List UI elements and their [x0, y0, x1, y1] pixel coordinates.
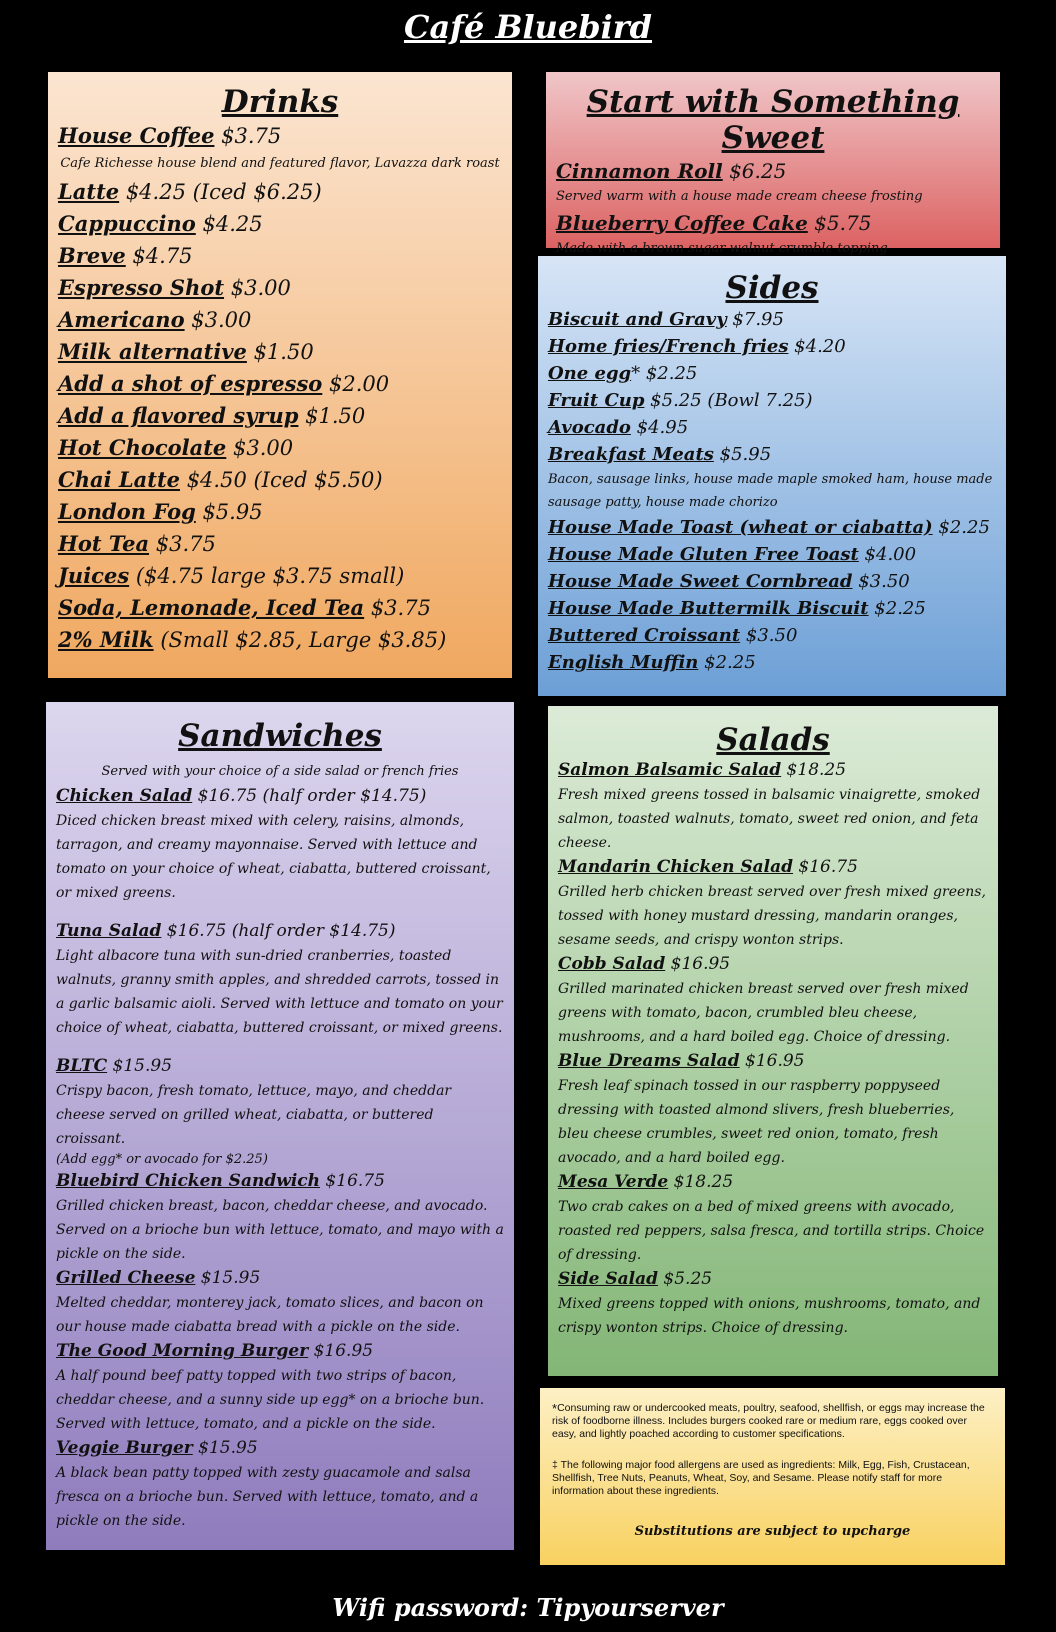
item-price: $3.75	[214, 124, 282, 148]
salads-panel	[548, 706, 998, 1376]
sides-heading: Sides	[725, 270, 819, 306]
item-price: $15.95	[192, 1438, 258, 1458]
warning-text: Consuming raw or undercooked meats, poultry, seafood, shellfish, or eggs may increase the risk of foodborne illness. Includes burgers cooked rare or medium rare, eggs cooked over easy, and lightly poached according to customer specifications.	[552, 1402, 985, 1440]
menu-title: Café Bluebird	[403, 8, 653, 46]
item-name: The Good Morning Burger	[56, 1341, 309, 1361]
menu-item	[58, 624, 502, 656]
menu-item	[548, 306, 996, 333]
item-name: Milk alternative	[58, 339, 247, 364]
item-name: Blue Dreams Salad	[558, 1051, 740, 1071]
item-name: Cobb Salad	[558, 954, 666, 974]
item-description: Bacon, sausage links, house made maple smoked ham, house made sausage patty, house made chorizo	[548, 472, 993, 510]
item-name: House Coffee	[58, 123, 215, 148]
item-name: English Muffin	[548, 652, 699, 673]
item-price: $3.00	[184, 308, 252, 332]
warning-mark: *	[552, 1401, 558, 1416]
menu-item	[558, 952, 988, 977]
item-name: Add a flavored syrup	[58, 403, 299, 428]
item-name: Breve	[58, 243, 126, 268]
menu-item	[548, 649, 996, 676]
item-name: Avocado	[548, 417, 631, 438]
item-name: Grilled Cheese	[56, 1268, 196, 1288]
wifi-password: Wifi password: Tipyourserver	[332, 1593, 724, 1622]
item-note: (Add egg* or avocado for $2.25)	[56, 1152, 268, 1167]
item-price: $5.95	[713, 444, 772, 465]
item-name: Latte	[58, 179, 120, 204]
menu-item	[556, 156, 990, 186]
item-name: Buttered Croissant	[548, 625, 741, 646]
item-description: Grilled chicken breast, bacon, cheddar cheese, and avocado. Served on a brioche bun with lettuce, tomato, and mayo with a pickle on the side.	[56, 1198, 504, 1262]
item-price: ($4.75 large $3.75 small)	[129, 564, 405, 588]
menu-item	[548, 514, 996, 541]
menu-item	[548, 622, 996, 649]
menu-item	[58, 528, 502, 560]
menu-item	[58, 464, 502, 496]
item-description: Fresh mixed greens tossed in balsamic vinaigrette, smoked salmon, toasted walnuts, tomato, sweet red onion, and feta cheese.	[558, 787, 981, 851]
item-description: Fresh leaf spinach tossed in our raspberry poppyseed dressing with toasted almond slivers, fresh blueberries, bleu cheese crumbles, sweet red onion, tomato, fresh avocado, and a hard boiled egg.	[558, 1078, 955, 1166]
menu-item	[56, 1054, 504, 1079]
sandwiches-panel	[46, 702, 514, 1550]
item-price: (Small $2.85, Large $3.85)	[153, 628, 447, 652]
item-price: $2.00	[322, 372, 390, 396]
item-name: House Made Toast (wheat or ciabatta)	[548, 517, 933, 538]
item-price: $5.25	[658, 1269, 713, 1289]
item-description: Diced chicken breast mixed with celery, raisins, almonds, tarragon, and creamy mayonnaise. Served with lettuce and tomato on your choice of wheat, ciabatta, buttered croissant, or mixed greens.	[56, 813, 491, 901]
menu-item	[58, 176, 502, 208]
item-name: Juices	[58, 563, 130, 588]
item-name: Espresso Shot	[58, 275, 225, 300]
item-price: $3.00	[224, 276, 291, 300]
item-name: Salmon Balsamic Salad	[558, 760, 782, 780]
item-name: Side Salad	[558, 1269, 659, 1289]
item-price: $15.95	[195, 1268, 261, 1288]
item-price: $5.25 (Bowl 7.25)	[644, 390, 813, 411]
item-price: $4.25	[195, 212, 263, 236]
menu-item	[56, 1436, 504, 1461]
drinks-panel	[48, 72, 512, 678]
item-name: Veggie Burger	[56, 1438, 193, 1458]
menu-item	[58, 304, 502, 336]
item-description: Served warm with a house made cream cheese frosting	[556, 189, 923, 204]
item-name: House Made Sweet Cornbread	[548, 571, 853, 592]
menu-item	[548, 541, 996, 568]
menu-item	[56, 1169, 504, 1194]
item-description: Grilled herb chicken breast served over fresh mixed greens, tossed with honey mustard dressing, mandarin oranges, sesame seeds, and crispy wonton strips.	[558, 884, 986, 948]
item-name: Biscuit and Gravy	[548, 309, 727, 330]
menu-item	[56, 919, 504, 944]
item-name: Home fries/French fries	[548, 336, 789, 357]
item-name: Hot Tea	[58, 531, 150, 556]
menu-item	[548, 568, 996, 595]
item-price: $15.95	[107, 1056, 173, 1076]
item-price: $16.75	[793, 857, 858, 877]
item-description: Mixed greens topped with onions, mushrooms, tomato, and crispy wonton strips. Choice of dressing.	[558, 1296, 981, 1336]
item-price: * $2.25	[631, 363, 698, 384]
drinks-heading: Drinks	[221, 84, 339, 120]
item-price: $16.95	[665, 954, 731, 974]
item-description: Cafe Richesse house blend and featured flavor, Lavazza dark roast	[60, 156, 500, 171]
item-price: $18.25	[668, 1172, 734, 1192]
item-price: $18.25	[781, 760, 847, 780]
item-price: $3.75	[149, 532, 216, 556]
menu-item	[58, 496, 502, 528]
menu-item	[548, 387, 996, 414]
item-description: Grilled marinated chicken breast served over fresh mixed greens with tomato, bacon, crumbled bleu cheese, mushrooms, and a hard boiled egg. Choice of dressing.	[558, 981, 969, 1045]
menu-item	[58, 240, 502, 272]
menu-item	[558, 758, 988, 783]
item-name: Blueberry Coffee Cake	[556, 211, 808, 235]
item-name: Breakfast Meats	[548, 444, 714, 465]
item-price: $16.95	[739, 1051, 805, 1071]
item-name: Mesa Verde	[558, 1172, 669, 1192]
item-name: Chai Latte	[58, 467, 181, 492]
allergen-notice: ‡ The following major food allergens are used as ingredients: Milk, Egg, Fish, Crustacean, Shellfish, Tree Nuts, Peanuts, Wheat, Soy, and Sesame. Please notify staff for more information about these ingredients.	[552, 1459, 970, 1497]
item-name: Americano	[58, 307, 185, 332]
item-price: $5.95	[195, 500, 263, 524]
item-name: Fruit Cup	[548, 390, 645, 411]
menu-item	[548, 595, 996, 622]
menu-item	[558, 1049, 988, 1074]
menu-item	[556, 208, 990, 238]
menu-item	[58, 432, 502, 464]
item-price: $4.25 (Iced $6.25)	[119, 180, 322, 204]
menu-item	[548, 441, 996, 468]
item-price: $3.00	[226, 436, 294, 460]
item-price: $7.95	[726, 309, 784, 330]
foodborne-warning	[552, 1402, 993, 1441]
item-name: One egg	[548, 363, 632, 384]
item-description: Light albacore tuna with sun-dried cranberries, toasted walnuts, granny smith apples, and shredded carrots, tossed in a garlic balsamic aioli. Served with lettuce and tomato on your choice of wheat, ciabatta, buttered croissant, or mixed greens.	[56, 948, 503, 1036]
item-description: Crispy bacon, fresh tomato, lettuce, mayo, and cheddar cheese served on grilled wheat, ciabatta, or buttered croissant.	[56, 1083, 452, 1147]
menu-item	[558, 1170, 988, 1195]
item-name: Soda, Lemonade, Iced Tea	[58, 595, 365, 620]
item-name: 2% Milk	[58, 627, 154, 652]
menu-item	[548, 414, 996, 441]
menu-item	[56, 784, 504, 809]
item-name: BLTC	[56, 1056, 108, 1076]
menu-item	[58, 560, 502, 592]
sandwiches-subheading: Served with your choice of a side salad or french fries	[101, 764, 459, 779]
menu-item	[558, 1267, 988, 1292]
menu-item	[58, 272, 502, 304]
item-name: Mandarin Chicken Salad	[558, 857, 794, 877]
item-price: $2.25	[868, 598, 926, 619]
item-price: $3.50	[852, 571, 910, 592]
menu-item	[56, 1339, 504, 1364]
notes-panel	[540, 1388, 1005, 1565]
item-description: Two crab cakes on a bed of mixed greens with avocado, roasted red peppers, salsa fresca, and tortilla strips. Choice of dressing.	[558, 1199, 985, 1263]
menu-item	[56, 1266, 504, 1291]
item-price: $2.25	[698, 652, 756, 673]
item-name: Chicken Salad	[56, 786, 193, 806]
sweet-panel	[546, 72, 1000, 256]
item-name: House Made Buttermilk Biscuit	[548, 598, 869, 619]
item-name: Bluebird Chicken Sandwich	[56, 1171, 321, 1191]
item-price: $4.00	[858, 544, 917, 565]
item-name: House Made Gluten Free Toast	[548, 544, 859, 565]
menu-item	[58, 336, 502, 368]
menu-item	[58, 208, 502, 240]
item-price: $16.75 (half order $14.75)	[192, 786, 427, 806]
item-price: $4.50 (Iced $5.50)	[180, 468, 383, 492]
item-name: Cappuccino	[58, 211, 196, 236]
sweet-heading: Start with Something Sweet	[586, 84, 960, 156]
menu-item	[58, 592, 502, 624]
menu-item	[58, 368, 502, 400]
item-description: A half pound beef patty topped with two strips of bacon, cheddar cheese, and a sunny side up egg* on a brioche bun. Served with lettuce, tomato, and a pickle on the side.	[56, 1368, 485, 1432]
menu-item	[548, 360, 996, 387]
item-price: $16.95	[308, 1341, 374, 1361]
menu-item	[548, 333, 996, 360]
item-price: $3.50	[740, 625, 798, 646]
menu-item	[558, 855, 988, 880]
sandwiches-heading: Sandwiches	[178, 718, 382, 754]
item-name: Hot Chocolate	[58, 435, 227, 460]
substitution-note: Substitutions are subject to upcharge	[634, 1524, 911, 1539]
item-price: $1.50	[298, 404, 366, 428]
item-name: London Fog	[58, 499, 196, 524]
item-price: $5.75	[807, 211, 872, 235]
item-description: Made with a brown sugar walnut crumble topping	[556, 241, 888, 256]
item-price: $4.20	[788, 336, 846, 357]
item-price: $6.25	[722, 159, 787, 183]
item-price: $3.75	[364, 596, 431, 620]
sides-panel	[538, 256, 1006, 696]
menu-item	[58, 400, 502, 432]
item-price: $16.75 (half order $14.75)	[161, 921, 396, 941]
item-price: $1.50	[246, 340, 314, 364]
item-price: $16.75	[320, 1171, 385, 1191]
salads-heading: Salads	[716, 722, 830, 758]
item-price: $2.25	[932, 517, 990, 538]
menu-item	[58, 120, 502, 152]
item-description: A black bean patty topped with zesty guacamole and salsa fresca on a brioche bun. Served with lettuce, tomato, and a pickle on the side.	[56, 1465, 479, 1529]
item-name: Tuna Salad	[56, 921, 162, 941]
item-description: Melted cheddar, monterey jack, tomato slices, and bacon on our house made ciabatta bread with a pickle on the side.	[56, 1295, 484, 1335]
item-name: Add a shot of espresso	[58, 371, 323, 396]
item-price: $4.95	[630, 417, 689, 438]
item-name: Cinnamon Roll	[556, 159, 723, 183]
item-price: $4.75	[125, 244, 193, 268]
